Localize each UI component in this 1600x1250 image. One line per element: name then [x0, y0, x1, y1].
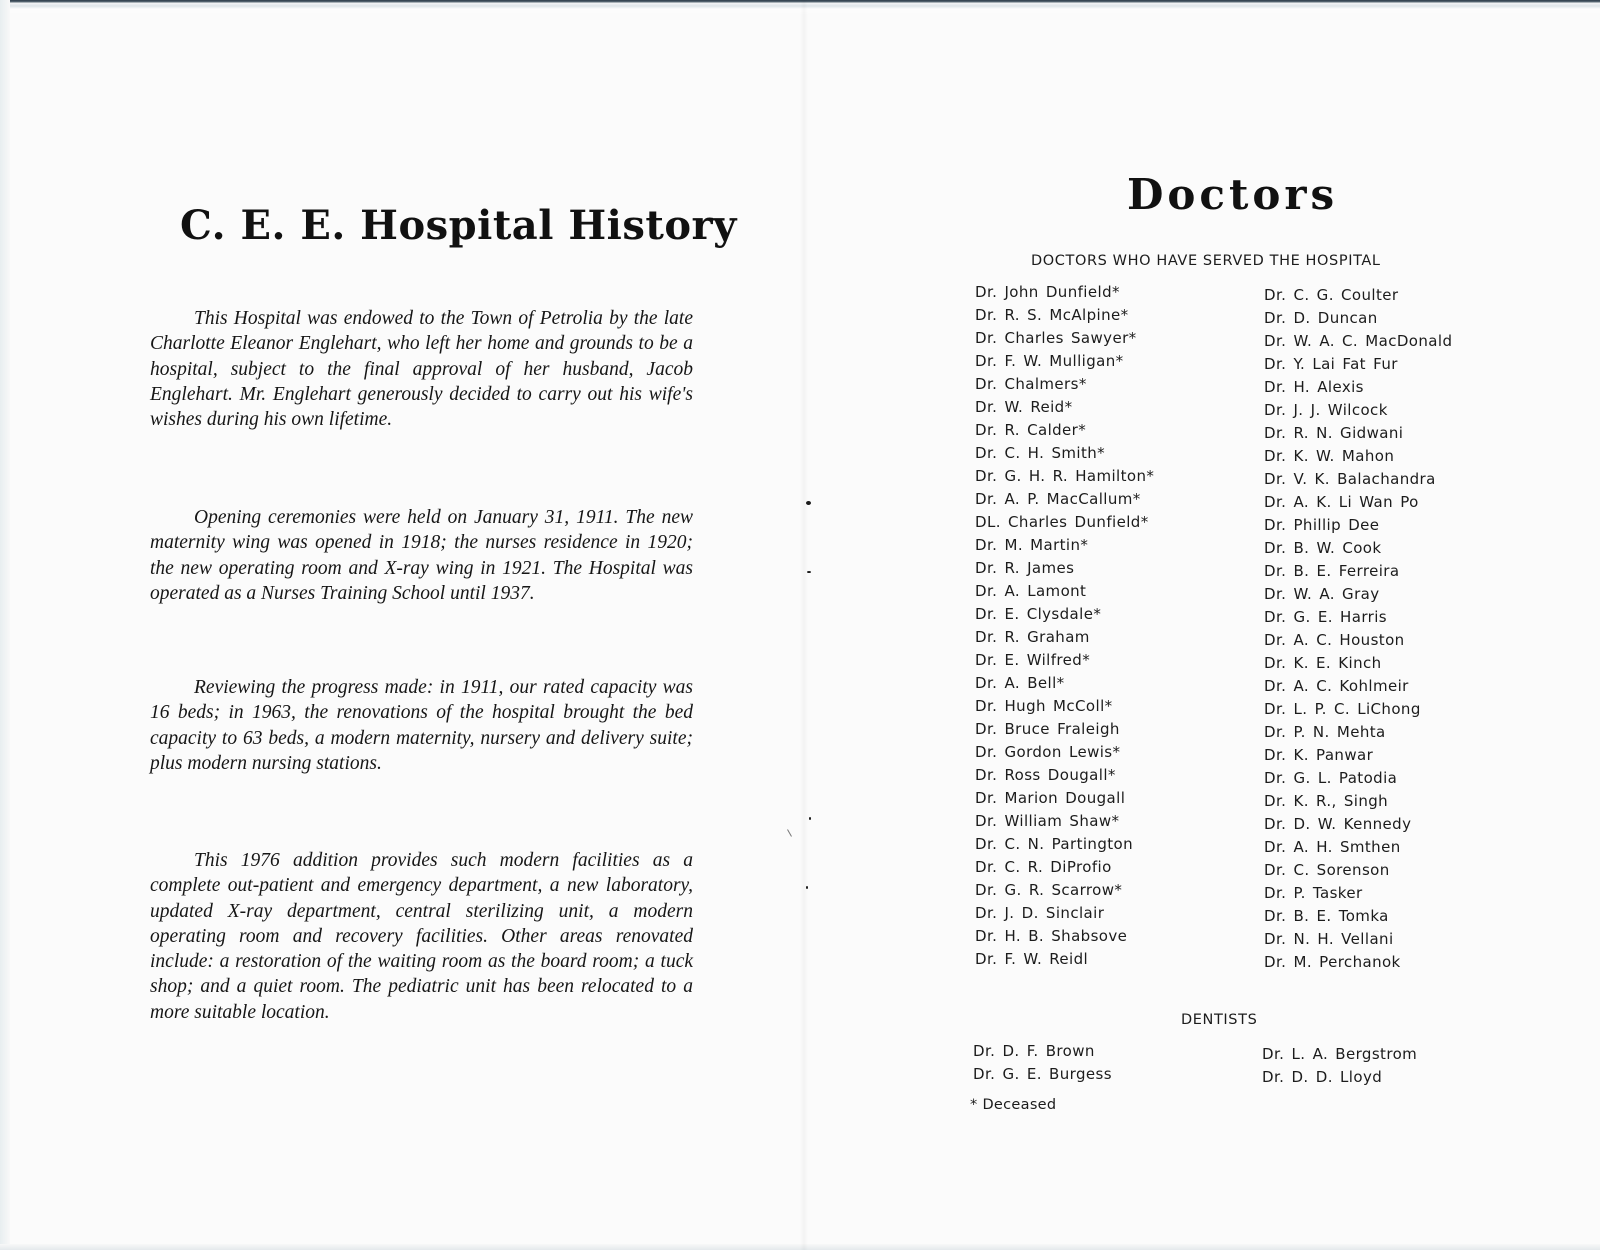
doctor-name: Dr. C. R. DiProfio: [975, 858, 1112, 876]
doctor-name: Dr. K. R., Singh: [1264, 792, 1389, 810]
history-title: C. E. E. Hospital History: [180, 202, 737, 249]
doctor-name: Dr. A. Lamont: [975, 582, 1087, 600]
doctor-name: Dr. Charles Sawyer*: [975, 329, 1137, 347]
doctor-name: Dr. J. D. Sinclair: [975, 904, 1105, 922]
doctor-name: Dr. A. H. Smthen: [1264, 838, 1401, 856]
doctor-name: Dr. D. W. Kennedy: [1264, 815, 1412, 833]
doctor-name: Dr. C. H. Smith*: [975, 444, 1106, 462]
ink-speck: [806, 886, 808, 889]
doctor-name: Dr. P. N. Mehta: [1264, 723, 1386, 741]
dentist-name: Dr. L. A. Bergstrom: [1262, 1045, 1418, 1063]
history-paragraph-progress: Reviewing the progress made: in 1911, our rated capacity was 16 beds; in 1963, the renovations of the hospital brought the bed capacity to 63 beds, a modern maternity, nursery and delivery suite; plus modern nursing stations.: [150, 677, 693, 774]
doctor-name: Dr. L. P. C. LiChong: [1264, 700, 1421, 718]
doctor-name: Dr. H. B. Shabsove: [975, 927, 1128, 945]
doctors-title: Doctors: [1127, 170, 1339, 219]
doctor-name: Dr. R. James: [975, 559, 1075, 577]
doctor-name: Dr. K. Panwar: [1264, 746, 1374, 764]
doctor-name: Dr. A. K. Li Wan Po: [1264, 493, 1419, 511]
doctor-name: Dr. R. Graham: [975, 628, 1090, 646]
ink-speck: [787, 829, 792, 836]
doctor-name: Dr. V. K. Balachandra: [1264, 470, 1436, 488]
doctor-name: Dr. W. A. C. MacDonald: [1264, 332, 1453, 350]
doctor-name: Dr. C. G. Coulter: [1264, 286, 1399, 304]
doctor-name: Dr. G. R. Scarrow*: [975, 881, 1123, 899]
doctor-name: Dr. C. N. Partington: [975, 835, 1134, 853]
dentists-heading: DENTISTS: [1181, 1012, 1258, 1028]
doctor-name: Dr. J. J. Wilcock: [1264, 401, 1388, 419]
doctor-name: Dr. Phillip Dee: [1264, 516, 1380, 534]
doctor-name: Dr. N. H. Vellani: [1264, 930, 1394, 948]
doctor-name: Dr. M. Perchanok: [1264, 953, 1401, 971]
doctor-name: Dr. G. H. R. Hamilton*: [975, 467, 1155, 485]
doctor-name: Dr. Hugh McColl*: [975, 697, 1113, 715]
doctor-name: Dr. K. E. Kinch: [1264, 654, 1382, 672]
doctor-name: Dr. P. Tasker: [1264, 884, 1363, 902]
doctor-name: Dr. M. Martin*: [975, 536, 1089, 554]
ink-speck: [807, 571, 811, 573]
history-paragraph-opening: Opening ceremonies were held on January 31, 1911. The new maternity wing was opened in 1918; the nurses residence in 1920; the new operating room and X-ray wing in 1921. The Hospital was operated as a Nurses Training School until 1937.: [150, 507, 693, 604]
doctor-name: Dr. C. Sorenson: [1264, 861, 1390, 879]
doctor-name: Dr. A. C. Kohlmeir: [1264, 677, 1409, 695]
dentist-name: Dr. D. F. Brown: [973, 1042, 1095, 1060]
doctor-name: Dr. A. P. MacCallum*: [975, 490, 1141, 508]
deceased-footnote: * Deceased: [970, 1097, 1057, 1113]
doctor-name: Dr. B. E. Ferreira: [1264, 562, 1400, 580]
doctor-name: Dr. R. N. Gidwani: [1264, 424, 1404, 442]
ink-speck: [806, 501, 811, 505]
doctor-name: Dr. John Dunfield*: [975, 283, 1120, 301]
history-paragraph-endowment: This Hospital was endowed to the Town of Petrolia by the late Charlotte Eleanor Englehart, who left her home and grounds to be a hospital, subject to the final approval of her husband, Jacob Englehart. Mr. Englehart generously decided to carry out his wife's wishes during his own lifetime.: [150, 308, 693, 431]
doctor-name: Dr. B. W. Cook: [1264, 539, 1382, 557]
dentists-right-list: [1262, 1043, 1417, 1089]
doctors-right-list: [1264, 284, 1452, 974]
doctor-name: Dr. A. C. Houston: [1264, 631, 1405, 649]
ink-speck: [809, 817, 811, 820]
doctor-name: Dr. K. W. Mahon: [1264, 447, 1395, 465]
dentist-name: Dr. G. E. Burgess: [973, 1065, 1112, 1083]
doctor-name: Dr. B. E. Tomka: [1264, 907, 1389, 925]
doctor-name: Dr. Ross Dougall*: [975, 766, 1116, 784]
doctor-name: Dr. William Shaw*: [975, 812, 1120, 830]
doctors-left-list: [975, 281, 1154, 971]
doctor-name: Dr. F. W. Reidl: [975, 950, 1089, 968]
doctor-name: Dr. Marion Dougall: [975, 789, 1126, 807]
doctor-name: Dr. G. L. Patodia: [1264, 769, 1398, 787]
doctor-name: Dr. G. E. Harris: [1264, 608, 1387, 626]
doctor-name: Dr. H. Alexis: [1264, 378, 1364, 396]
doctor-name: Dr. Bruce Fraleigh: [975, 720, 1120, 738]
doctor-name: Dr. F. W. Mulligan*: [975, 352, 1124, 370]
doctor-name: Dr. Gordon Lewis*: [975, 743, 1121, 761]
doctors-subtitle: DOCTORS WHO HAVE SERVED THE HOSPITAL: [1031, 253, 1381, 269]
doctor-name: Dr. E. Wilfred*: [975, 651, 1091, 669]
doctor-name: DL. Charles Dunfield*: [975, 513, 1149, 531]
history-paragraph-addition: This 1976 addition provides such modern facilities as a complete out-patient and emergency department, a new laboratory, updated X-ray department, central sterilizing unit, a modern operating room and recovery facilities. Other areas renovated include: a restoration of the waiting room as the board room; a tuck shop; and a quiet room. The pediatric unit has been relocated to a more suitable location.: [150, 850, 693, 1023]
doctor-name: Dr. R. Calder*: [975, 421, 1087, 439]
dentist-name: Dr. D. D. Lloyd: [1262, 1068, 1383, 1086]
doctor-name: Dr. E. Clysdale*: [975, 605, 1102, 623]
doctor-name: Dr. R. S. McAlpine*: [975, 306, 1129, 324]
page-gutter: [800, 0, 808, 1250]
page-left-edge: [0, 0, 10, 1250]
doctor-name: Dr. Y. Lai Fat Fur: [1264, 355, 1398, 373]
doctor-name: Dr. A. Bell*: [975, 674, 1065, 692]
doctor-name: Dr. W. A. Gray: [1264, 585, 1380, 603]
dentists-left-list: [973, 1040, 1112, 1086]
doctor-name: Dr. Chalmers*: [975, 375, 1087, 393]
doctor-name: Dr. W. Reid*: [975, 398, 1073, 416]
doctor-name: Dr. D. Duncan: [1264, 309, 1378, 327]
